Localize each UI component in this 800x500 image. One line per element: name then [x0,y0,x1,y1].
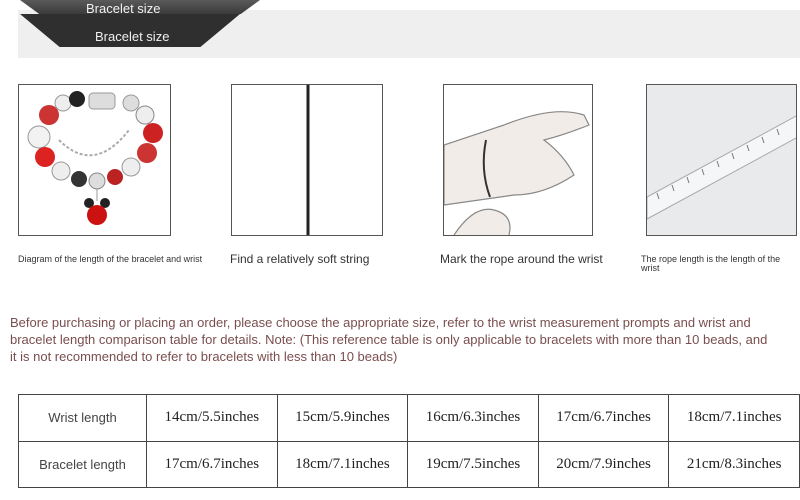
table-cell: 18cm/7.1inches [277,441,408,488]
table-cell: 17cm/6.7inches [538,395,669,442]
sizing-note: Before purchasing or placing an order, please choose the appropriate size, refer to the wrist measurement prompts and wrist and bracelet length comparison table for details. Note: (This reference table is only applicable to bracelets with more than 10 beads, and it is not recommended to refer to bracelets with less than 10 beads) [10,315,768,364]
bracelet-length-header: Bracelet length [19,441,147,488]
table-cell: 19cm/7.5inches [408,441,539,488]
wrist-image [443,84,593,236]
ruler-icon [647,85,797,236]
string-image [231,84,383,236]
table-cell: 17cm/6.7inches [147,441,278,488]
bracelet-icon [19,85,171,236]
bracelet-image [18,84,171,236]
table-cell: 18cm/7.1inches [669,395,800,442]
step-3-caption: Mark the rope around the wrist [440,252,603,266]
table-row [19,441,800,488]
table-cell: 21cm/8.3inches [669,441,800,488]
table-cell: 16cm/6.3inches [408,395,539,442]
wrist-length-header: Wrist length [19,395,147,442]
wrist-icon [444,85,593,236]
size-table [18,394,800,488]
table-cell: 14cm/5.5inches [147,395,278,442]
table-row [19,395,800,442]
string-icon [232,85,383,236]
ruler-image [646,84,797,236]
step-2-caption: Find a relatively soft string [230,252,370,266]
table-cell: 15cm/5.9inches [277,395,408,442]
table-cell: 20cm/7.9inches [538,441,669,488]
header-tab-top-label: Bracelet size [86,1,161,16]
header-tab-main-label: Bracelet size [95,29,170,44]
step-1-caption: Diagram of the length of the bracelet and wrist [18,254,203,264]
step-4-caption: The rope length is the length of the wrist [641,254,781,273]
